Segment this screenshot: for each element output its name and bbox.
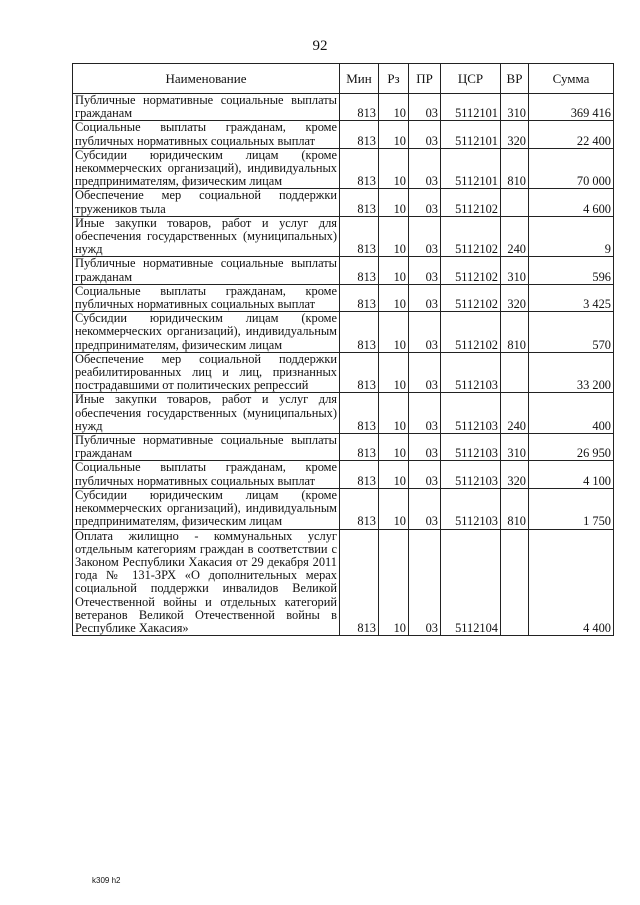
row-pr: 03 <box>409 461 441 488</box>
row-csr: 5112103 <box>441 393 501 434</box>
table-row <box>73 284 614 311</box>
row-sum: 22 400 <box>529 121 614 148</box>
row-sum: 9 <box>529 216 614 257</box>
row-pr: 03 <box>409 488 441 529</box>
row-rz: 10 <box>379 216 409 257</box>
table-row <box>73 216 614 257</box>
table-row <box>73 529 614 636</box>
row-name: Субсидии юридическим лицам (кроме некоммерческих организаций), индивидуальных предпринимателям, физическим лицам <box>73 148 340 189</box>
row-name: Социальные выплаты гражданам, кроме публичных нормативных социальных выплат <box>73 284 340 311</box>
table-row <box>73 434 614 461</box>
row-name: Субсидии юридическим лицам (кроме некоммерческих организаций), индивидуальным предпринимателям, физическим лицам <box>73 488 340 529</box>
row-csr: 5112103 <box>441 488 501 529</box>
row-vr: 810 <box>501 312 529 353</box>
footer-code: k309 h2 <box>92 876 121 885</box>
row-min: 813 <box>340 94 379 121</box>
row-pr: 03 <box>409 148 441 189</box>
row-min: 813 <box>340 284 379 311</box>
table-row <box>73 312 614 353</box>
row-sum: 4 600 <box>529 189 614 216</box>
row-name: Иные закупки товаров, работ и услуг для обеспечения государственных (муниципальных) нужд <box>73 216 340 257</box>
row-vr: 320 <box>501 461 529 488</box>
row-rz: 10 <box>379 257 409 284</box>
row-name: Оплата жилищно - коммунальных услуг отдельным категориям граждан в соответствии с Законом Республики Хакасия от 29 декабря 2011 года № 131-ЗРХ «О дополнительных мерах социальной поддержки инвалидов Великой Отечественной войны и отдельных категорий ветеранов Великой Отечественной войны в Республике Хакасия» <box>73 529 340 636</box>
row-min: 813 <box>340 434 379 461</box>
row-rz: 10 <box>379 94 409 121</box>
table-row <box>73 461 614 488</box>
row-sum: 3 425 <box>529 284 614 311</box>
table-header-row <box>73 64 614 94</box>
row-vr: 810 <box>501 488 529 529</box>
table-row <box>73 488 614 529</box>
table-row <box>73 94 614 121</box>
row-pr: 03 <box>409 312 441 353</box>
row-name: Обеспечение мер социальной поддержки реабилитированных лиц и лиц, признанных пострадавшими от политических репрессий <box>73 352 340 393</box>
row-rz: 10 <box>379 189 409 216</box>
row-rz: 10 <box>379 312 409 353</box>
row-min: 813 <box>340 488 379 529</box>
row-vr: 310 <box>501 434 529 461</box>
row-vr: 310 <box>501 257 529 284</box>
row-min: 813 <box>340 257 379 284</box>
row-csr: 5112102 <box>441 216 501 257</box>
row-sum: 70 000 <box>529 148 614 189</box>
row-name: Публичные нормативные социальные выплаты гражданам <box>73 94 340 121</box>
col-header-pr: ПР <box>409 64 441 94</box>
row-pr: 03 <box>409 189 441 216</box>
row-min: 813 <box>340 529 379 636</box>
row-pr: 03 <box>409 216 441 257</box>
row-vr <box>501 529 529 636</box>
row-rz: 10 <box>379 352 409 393</box>
row-sum: 26 950 <box>529 434 614 461</box>
row-sum: 4 100 <box>529 461 614 488</box>
col-header-name: Наименование <box>73 64 340 94</box>
row-sum: 4 400 <box>529 529 614 636</box>
row-min: 813 <box>340 352 379 393</box>
row-name: Иные закупки товаров, работ и услуг для обеспечения государственных (муниципальных) нужд <box>73 393 340 434</box>
table-row <box>73 189 614 216</box>
row-sum: 596 <box>529 257 614 284</box>
row-vr <box>501 189 529 216</box>
row-rz: 10 <box>379 529 409 636</box>
table-row <box>73 121 614 148</box>
row-name: Публичные нормативные социальные выплаты гражданам <box>73 257 340 284</box>
row-vr: 320 <box>501 284 529 311</box>
page-number: 92 <box>312 38 328 54</box>
row-pr: 03 <box>409 121 441 148</box>
col-header-csr: ЦСР <box>441 64 501 94</box>
row-pr: 03 <box>409 284 441 311</box>
row-sum: 1 750 <box>529 488 614 529</box>
table-row <box>73 257 614 284</box>
row-sum: 570 <box>529 312 614 353</box>
row-sum: 369 416 <box>529 94 614 121</box>
row-name: Социальные выплаты гражданам, кроме публичных нормативных социальных выплат <box>73 121 340 148</box>
row-name: Субсидии юридическим лицам (кроме некоммерческих организаций), индивидуальным предпринимателям, физическим лицам <box>73 312 340 353</box>
budget-table <box>72 63 614 636</box>
row-pr: 03 <box>409 94 441 121</box>
row-vr: 320 <box>501 121 529 148</box>
row-rz: 10 <box>379 148 409 189</box>
row-name: Социальные выплаты гражданам, кроме публичных нормативных социальных выплат <box>73 461 340 488</box>
row-vr: 240 <box>501 216 529 257</box>
row-csr: 5112102 <box>441 284 501 311</box>
col-header-rz: Рз <box>379 64 409 94</box>
row-min: 813 <box>340 189 379 216</box>
row-name: Публичные нормативные социальные выплаты гражданам <box>73 434 340 461</box>
row-min: 813 <box>340 393 379 434</box>
row-rz: 10 <box>379 488 409 529</box>
row-vr <box>501 352 529 393</box>
row-rz: 10 <box>379 393 409 434</box>
row-min: 813 <box>340 148 379 189</box>
row-vr: 810 <box>501 148 529 189</box>
row-min: 813 <box>340 216 379 257</box>
row-csr: 5112101 <box>441 94 501 121</box>
row-pr: 03 <box>409 434 441 461</box>
col-header-min: Мин <box>340 64 379 94</box>
row-sum: 400 <box>529 393 614 434</box>
row-csr: 5112101 <box>441 121 501 148</box>
row-vr: 240 <box>501 393 529 434</box>
col-header-vr: ВР <box>501 64 529 94</box>
row-min: 813 <box>340 461 379 488</box>
row-csr: 5112102 <box>441 257 501 284</box>
table-row <box>73 352 614 393</box>
row-csr: 5112103 <box>441 461 501 488</box>
row-min: 813 <box>340 312 379 353</box>
row-csr: 5112102 <box>441 189 501 216</box>
row-csr: 5112101 <box>441 148 501 189</box>
col-header-sum: Сумма <box>529 64 614 94</box>
row-rz: 10 <box>379 461 409 488</box>
row-pr: 03 <box>409 257 441 284</box>
row-pr: 03 <box>409 393 441 434</box>
table-row <box>73 393 614 434</box>
row-csr: 5112104 <box>441 529 501 636</box>
row-vr: 310 <box>501 94 529 121</box>
table-row <box>73 148 614 189</box>
row-csr: 5112102 <box>441 312 501 353</box>
row-csr: 5112103 <box>441 434 501 461</box>
row-sum: 33 200 <box>529 352 614 393</box>
row-rz: 10 <box>379 121 409 148</box>
row-pr: 03 <box>409 352 441 393</box>
row-rz: 10 <box>379 284 409 311</box>
row-min: 813 <box>340 121 379 148</box>
row-pr: 03 <box>409 529 441 636</box>
row-csr: 5112103 <box>441 352 501 393</box>
row-rz: 10 <box>379 434 409 461</box>
row-name: Обеспечение мер социальной поддержки тружеников тыла <box>73 189 340 216</box>
